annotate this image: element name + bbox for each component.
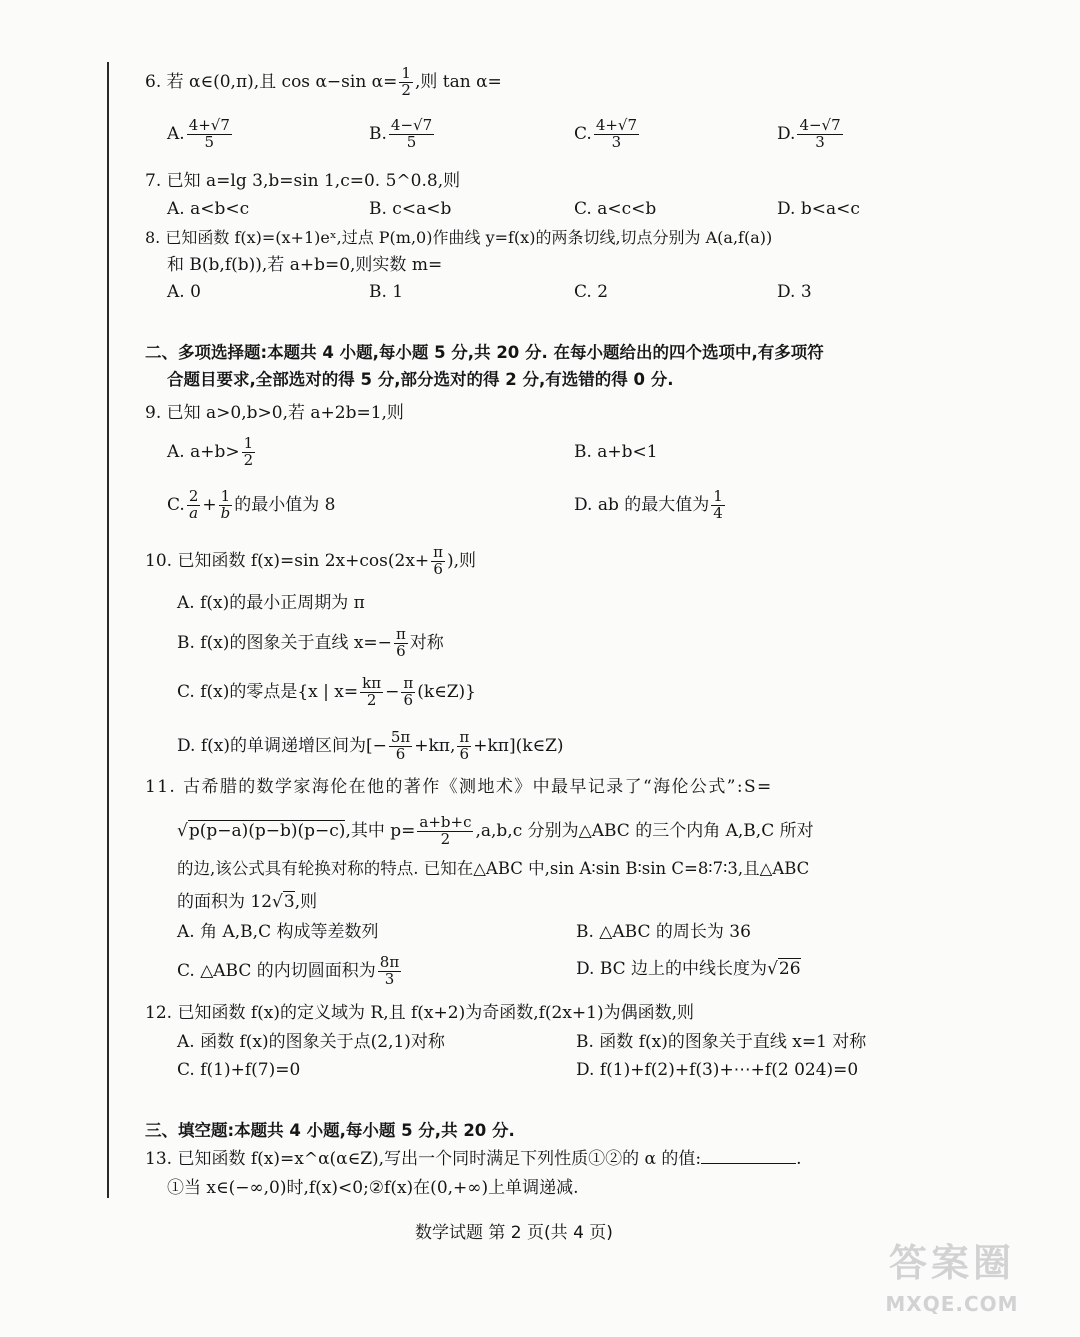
question-6-stem: 6. 若 α∈(0,π),且 cos α−sin α= $\frac{1}{2}$ ,则 tan α= bbox=[145, 64, 502, 99]
question-7-option-a: A. a<b<c bbox=[167, 199, 250, 219]
question-10-option-b: B. f(x)的图象关于直线 x=− $\frac{\pi}{6}$ 对称 bbox=[177, 625, 444, 660]
question-12-option-a: A. 函数 f(x)的图象关于点(2,1)对称 bbox=[177, 1032, 445, 1052]
question-11-option-c: C. △ABC 的内切圆面积为 $\frac{8\pi}{3}$ bbox=[177, 953, 400, 988]
question-12-option-c: C. f(1)+f(7)=0 bbox=[177, 1060, 301, 1080]
question-10-option-d: D. f(x)的单调递增区间为[− $\frac{5\pi}{6}$ +kπ, $\frac{\pi}{6}$ +kπ](k∈Z) bbox=[177, 728, 564, 763]
watermark-title: 答案圈 bbox=[888, 1241, 1015, 1285]
question-10-option-a: A. f(x)的最小正周期为 π bbox=[177, 593, 365, 613]
question-8-option-a: A. 0 bbox=[167, 282, 201, 302]
question-13-stem-line2: ①当 x∈(−∞,0)时,f(x)<0;②f(x)在(0,+∞)上单调递减. bbox=[167, 1178, 579, 1198]
question-11-option-b: B. △ABC 的周长为 36 bbox=[576, 922, 751, 942]
question-12-option-d: D. f(1)+f(2)+f(3)+⋯+f(2 024)=0 bbox=[576, 1060, 859, 1080]
section-3-heading: 三、填空题:本题共 4 小题,每小题 5 分,共 20 分. bbox=[145, 1121, 515, 1140]
page-footer: 数学试题 第 2 页(共 4 页) bbox=[415, 1223, 613, 1243]
question-8-stem-line1: 8. 已知函数 f(x)=(x+1)eˣ,过点 P(m,0)作曲线 y=f(x)的两条切线,切点分别为 A(a,f(a)) bbox=[145, 228, 773, 247]
watermark-domain: MXQE.COM bbox=[885, 1292, 1019, 1316]
question-9-option-d: D. ab 的最大值为 $\frac{1}{4}$ bbox=[574, 487, 723, 522]
question-7-stem: 7. 已知 a=lg 3,b=sin 1,c=0. 5^0.8,则 bbox=[145, 171, 461, 191]
question-7-option-d: D. b<a<c bbox=[777, 199, 860, 219]
question-11-option-d: D. BC 边上的中线长度为√26 bbox=[576, 959, 801, 979]
question-11-stem-line3: 的边,该公式具有轮换对称的特点. 已知在△ABC 中,sin A∶sin B∶sin C=8∶7∶3,且△ABC bbox=[177, 859, 810, 878]
question-9-option-c: C. $\frac{2}{a}$ + $\frac{1}{b}$ 的最小值为 8 bbox=[167, 487, 336, 522]
question-11-option-a: A. 角 A,B,C 构成等差数列 bbox=[177, 922, 379, 942]
question-11-stem-line1: 11. 古希腊的数学家海伦在他的著作《测地术》中最早记录了“海伦公式”:S= bbox=[145, 777, 773, 797]
question-12-stem: 12. 已知函数 f(x)的定义域为 R,且 f(x+2)为奇函数,f(2x+1)为偶函数,则 bbox=[145, 1003, 695, 1023]
question-8-option-b: B. 1 bbox=[369, 282, 404, 302]
question-6-option-c: C. $\frac{4+√7}{3}$ bbox=[574, 116, 638, 151]
binding-margin-line bbox=[107, 62, 109, 1198]
question-10-option-c: C. f(x)的零点是{x | x= $\frac{k\pi}{2}$ − $\frac{\pi}{6}$ (k∈Z)} bbox=[177, 674, 476, 709]
question-13-stem-line1: 13. 已知函数 f(x)=x^α(α∈Z),写出一个同时满足下列性质①②的 α 的值: . bbox=[145, 1149, 802, 1169]
question-9-stem: 9. 已知 a>0,b>0,若 a+2b=1,则 bbox=[145, 403, 404, 423]
section-2-heading-line1: 二、多项选择题:本题共 4 小题,每小题 5 分,共 20 分. 在每小题给出的四个选项中,有多项符 bbox=[145, 343, 824, 362]
question-7-option-c: C. a<c<b bbox=[574, 199, 657, 219]
question-9-option-b: B. a+b<1 bbox=[574, 442, 658, 462]
section-2-heading-line2: 合题目要求,全部选对的得 5 分,部分选对的得 2 分,有选错的得 0 分. bbox=[167, 370, 674, 389]
question-6-option-d: D. $\frac{4-√7}{3}$ bbox=[777, 116, 841, 151]
question-8-option-c: C. 2 bbox=[574, 282, 609, 302]
watermark-logo bbox=[862, 1237, 1042, 1329]
question-7-option-b: B. c<a<b bbox=[369, 199, 452, 219]
question-6-option-a: A. $\frac{4+√7}{5}$ bbox=[167, 116, 230, 151]
answer-blank[interactable] bbox=[701, 1163, 796, 1164]
question-11-stem-line4: 的面积为 12√3,则 bbox=[177, 892, 318, 912]
question-8-stem-line2: 和 B(b,f(b)),若 a+b=0,则实数 m= bbox=[167, 255, 443, 275]
question-9-option-a: A. a+b> $\frac{1}{2}$ bbox=[167, 434, 254, 469]
question-11-stem-line2: √p(p−a)(p−b)(p−c),其中 p= $\frac{a+b+c}{2}$ ,a,b,c 分别为△ABC 的三个内角 A,B,C 所对 bbox=[177, 813, 814, 848]
question-6-option-b: B. $\frac{4-√7}{5}$ bbox=[369, 116, 433, 151]
question-8-option-d: D. 3 bbox=[777, 282, 812, 302]
question-12-option-b: B. 函数 f(x)的图象关于直线 x=1 对称 bbox=[576, 1032, 867, 1052]
question-10-stem: 10. 已知函数 f(x)=sin 2x+cos(2x+ $\frac{\pi}{6}$ ),则 bbox=[145, 543, 477, 578]
